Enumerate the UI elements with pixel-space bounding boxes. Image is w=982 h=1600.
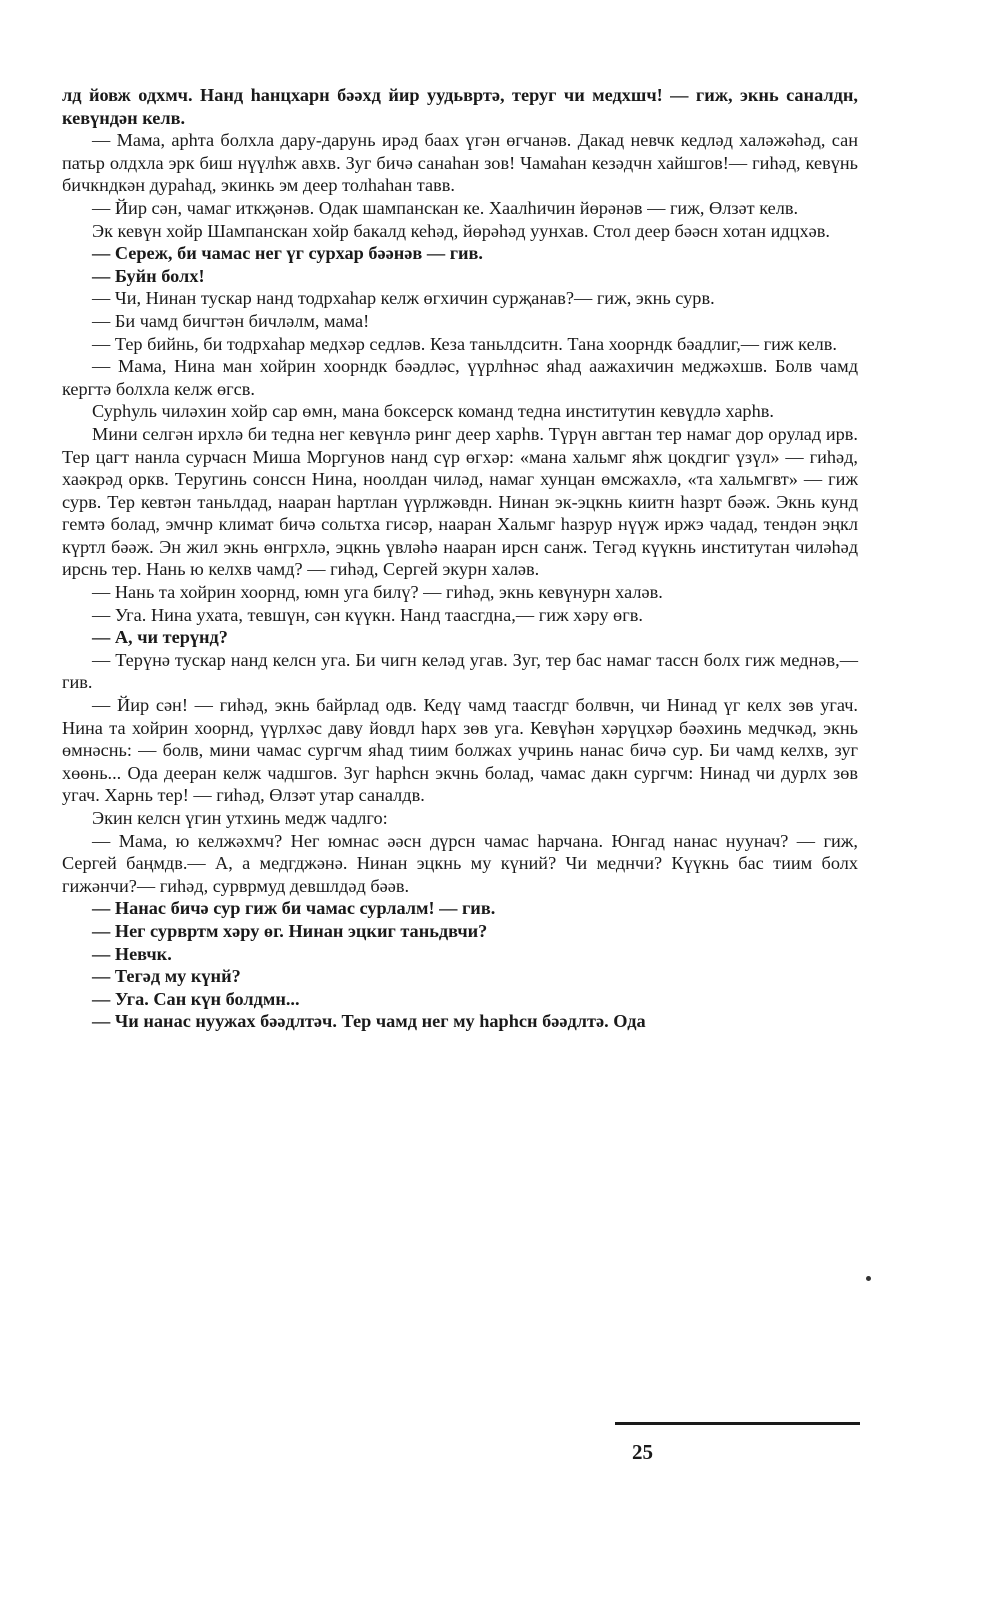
paragraph: Сурhуль чиләхин хойр сар өмн, мана боксерск команд тедна институтин кевүдлә харhв. <box>92 401 774 422</box>
paragraph: — Тегәд му күнй? <box>92 966 241 987</box>
footer-rule <box>615 1422 860 1425</box>
paragraph: — Уга. Нина ухата, тевшүн, сән күүкн. Нанд таасгдна,— гиж хәру өгв. <box>92 604 643 625</box>
paragraph: — Би чамд бичгтән бичләлм, мама! <box>92 310 370 331</box>
paragraph: — Терүнә тускар нанд келсн уга. Би чигн келәд угав. Зуг, тер бас намаг тассн болх гиж меднәв,— гив. <box>62 649 858 693</box>
page-number: 25 <box>632 1440 653 1464</box>
paragraph: Экин келсн үгин утхинь медж чадлго: <box>92 808 388 828</box>
paragraph: лд йовж одхмч. Нанд hанцхарн бәәхд йир уудьвртә, теруг чи медхшч! — гиж, экнь саналдн, кевүндән келв. <box>62 85 858 128</box>
paragraph: — Йир сән! — гиhәд, экнь байрлад одв. Кедү чамд таасгдг болвчн, чи Нинад үг келх зөв угач. Нина та хойрин хоорнд, үүрлхәс даву йовдл hарх зөв уга. Кевүhән хәрүцхәр бәәхинь медчкәд, экнь өмнәснь: — болв, мини чамас сургчм яhад тиим болжах учринь нанас бичә сур. Би чамд келхв, зуг хөөнь... Ода дееран келж чадшгов. Зуг hарhсн экчнь болад, чамас дакн сургчм: Нинад чи дурлх зөв угач. Харнь тер! — гиhәд, Өлзәт утар саналдв. <box>62 695 858 806</box>
page-body <box>62 84 858 1524</box>
paragraph: — Нег сурвртм хәру өг. Нинан эцкиг таньдвчи? <box>92 920 488 941</box>
print-speck <box>866 1276 871 1281</box>
paragraph: — Сереж, би чамас нег үг сурхар бәәнәв — гив. <box>92 243 483 264</box>
paragraph: — Чи нанас нуужах бәәдлтәч. Тер чамд нег му hарhсн бәәдлтә. Ода <box>92 1011 646 1032</box>
paragraph: — А, чи терүнд? <box>92 627 228 648</box>
paragraph: — Тер бийнь, би тодрхаhар медхәр седләв. Кеза таньлдситн. Тана хоорндк бәадлиг,— гиж келв. <box>92 333 838 354</box>
paragraph: Мини селгән ирхлә би тедна нег кевүнлә ринг деер харhв. Түрүн авгтан тер намаг дор орулад ирв. Тер цагт нанла сурчасн Миша Моргунов нанд сүр өгхәр: «мана хальмг яhж цокдгиг үзүл» — гиhәд, хаәкрәд оркв. Теругинь сонссн Нина, ноолдан чиләд, намаг хунцан өмсжахлә, «та хальмгвт» — гиж сурв. Тер кевтән таньлдад, нааран hартлан үүрлжәвдн. Нинан эк-эцкнь киитн hазрт бәәж. Экнь кунд гемтә болад, эмчнр климат бичә сольтха гисәр, нааран Хальмг hазрур нүүж иржэ чадад, тендән эңкл күртл бәәж. Эн жил экнь өнгрхлә, эцкнь үвләhә нааран ирсн санж. Тегәд күүкнь институтан чиләhәд ирснь тер. Нань ю келхв чамд? — гиhәд, Сергей экурн халәв. <box>62 423 858 580</box>
paragraph: — Мама, Нина ман хойрин хоорндк бәәдләс, үүрлhнәс яhад аажахичин меджәхшв. Болв чамд кергтә болхла келж өгсв. <box>62 356 858 399</box>
paragraph: — Мама, арhта болхла дару-дарунь ирәд баах үгән өгчанәв. Дакад невчк кедләд халәжәhәд, сан патьр олдхла эрк биш нүүлhж авхв. Зуг бичә санаhан зов! Чамаhан кезәдчн хайшгов!— гиhәд, кевүнь бичкндкән дураhад, экинкь эм деер толhаhан тавв. <box>62 130 858 196</box>
paragraph: — Невчк. <box>92 943 172 964</box>
paragraph: — Йир сән, чамаг иткҗәнәв. Одак шампанскан ке. Хаалhичин йөрәнәв — гиж, Өлзәт келв. <box>92 197 799 218</box>
paragraph: — Чи, Нинан тускар нанд тодрхаhар келж өгхичин сурҗанав?— гиж, экнь сурв. <box>92 288 715 309</box>
paragraph: — Уга. Сан күн болдмн... <box>92 988 300 1009</box>
paragraph: — Нанас бичә сур гиж би чамас сурлалм! — гив. <box>92 898 496 919</box>
paragraph: — Буйн болх! <box>92 265 205 286</box>
paragraph: — Нань та хойрин хоорнд, юмн уга билү? — гиhәд, экнь кевүнурн халәв. <box>92 582 663 603</box>
paragraph: — Мама, ю келжәхмч? Нег юмнас әәсн дүрсн чамас hарчана. Юнгад нанас нуунач? — гиж, Сергей баңмдв.— А, а медгджәнә. Нинан эцкнь му күний? Чи меднчи? Күүкнь бас тиим болх гижәнчи?— гиhәд, сурврмуд девшлдәд бәәв. <box>62 830 858 896</box>
paragraph: Эк кевүн хойр Шампанскан хойр бакалд кеhәд, йөрәhәд уунхав. Стол деер бәәсн хотан идцхәв. <box>92 220 830 241</box>
